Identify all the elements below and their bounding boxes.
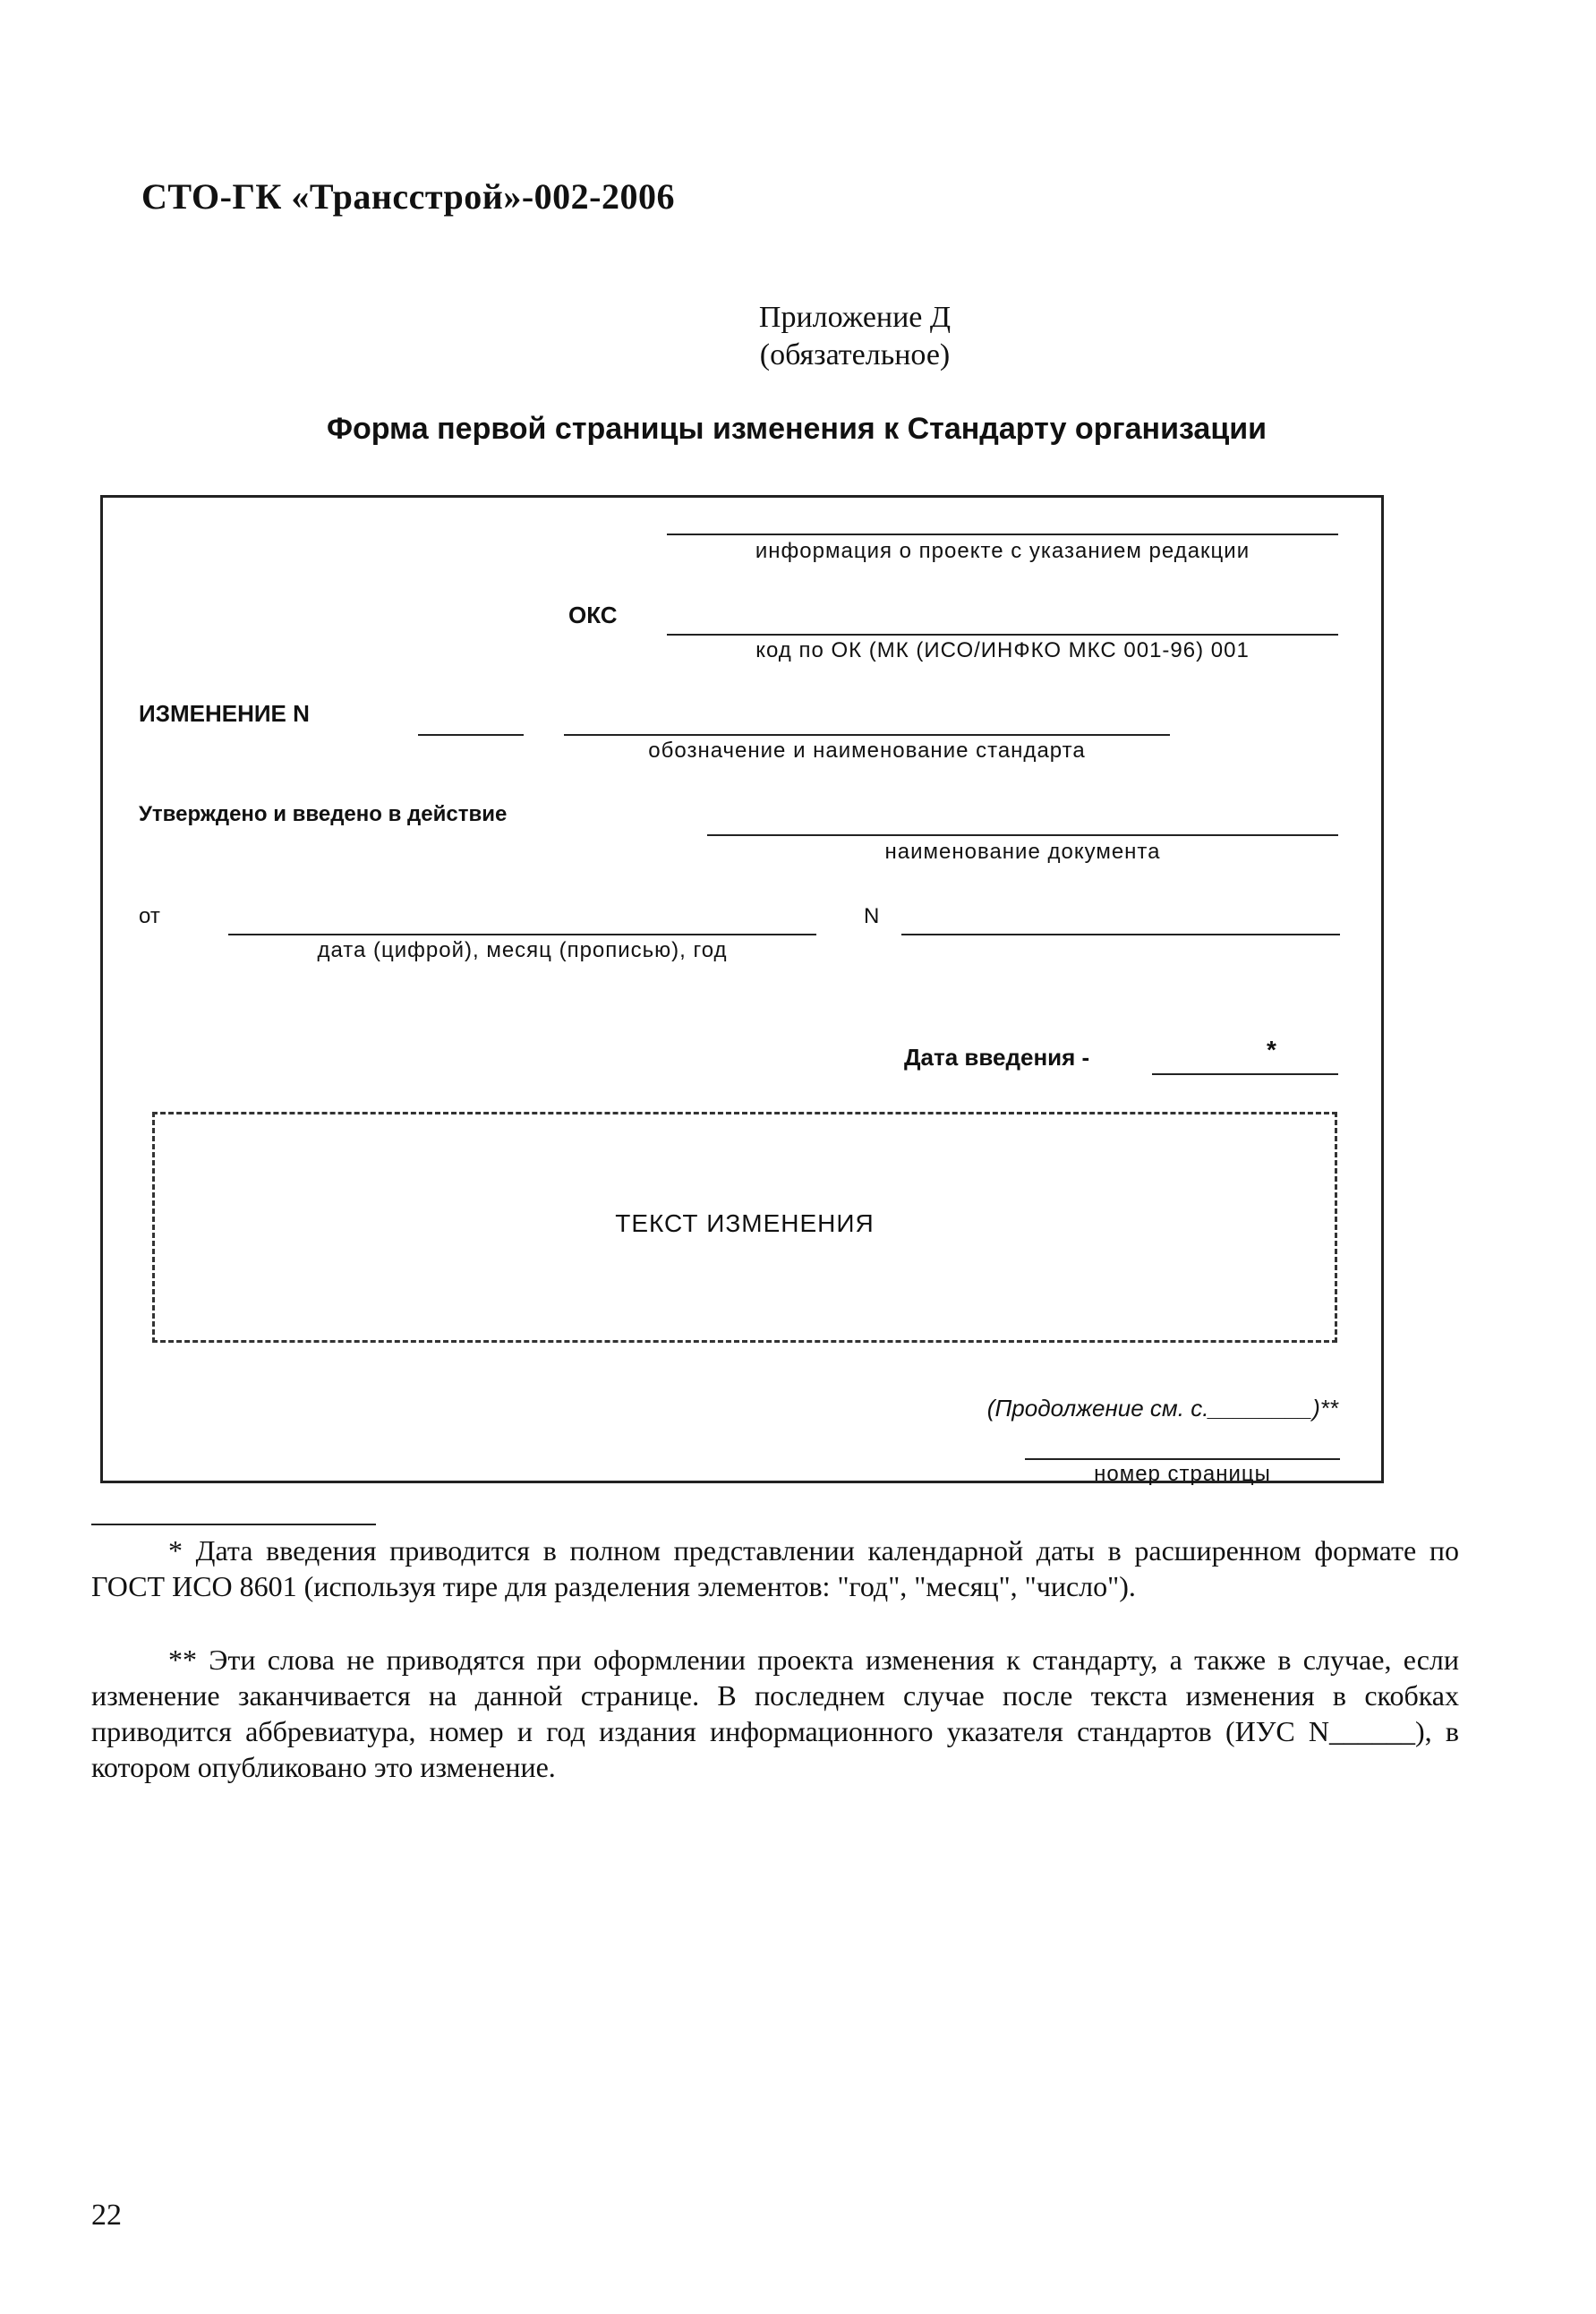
document-number-line (901, 934, 1340, 935)
intro-date-line (1152, 1073, 1338, 1075)
footnote-2-text: ** Эти слова не приводятся при оформлении проекта изменения к стандарту, а также в случае, если изменение заканчивается на данной странице. В последнем случае после текста изменения в скобках приводится аббревиатура, номер и год издания информационного указателя стандартов (ИУС N______), в котором опубликовано это изменение. (91, 1644, 1459, 1783)
approved-label: Утверждено и введено в действие (139, 802, 508, 826)
document-caption: наименование документа (884, 840, 1161, 864)
oks-label: ОКС (568, 602, 618, 628)
date-line (228, 934, 816, 935)
form-title: Форма первой страницы изменения к Стандарту организации (326, 412, 1267, 446)
project-info-line (667, 534, 1338, 535)
page-number-caption: номер страницы (1094, 1462, 1271, 1486)
standard-line (564, 734, 1170, 736)
footnote-1 (91, 1533, 1459, 1604)
change-text-label: ТЕКСТ ИЗМЕНЕНИЯ (615, 1209, 875, 1237)
footnote-2 (91, 1642, 1459, 1785)
intro-date-label: Дата введения - (904, 1044, 1090, 1071)
continued-text: (Продолжение см. с.________)** (986, 1395, 1338, 1422)
date-caption: дата (цифрой), месяц (прописью), год (317, 938, 728, 962)
oks-line (667, 634, 1338, 636)
document-line (707, 834, 1338, 836)
page-number: 22 (91, 2199, 122, 2232)
appendix-status: (обязательное) (759, 338, 951, 371)
change-number-label: ИЗМЕНЕНИЕ N (139, 700, 310, 727)
document-number-label: N (864, 904, 880, 928)
change-number-line (418, 734, 524, 736)
change-text-box (152, 1112, 1337, 1343)
document-code: СТО-ГК «Трансстрой»-002-2006 (141, 176, 675, 217)
footnote-1-text: * Дата введения приводится в полном представлении календарной даты в расширенном формате по ГОСТ ИСО 8601 (используя тире для разделения элементов: "год", "месяц", "число"). (91, 1534, 1459, 1602)
footnote-separator (91, 1524, 376, 1525)
appendix-title: Приложение Д (758, 301, 952, 334)
standard-caption: обозначение и наименование стандарта (648, 739, 1086, 763)
intro-date-asterisk: * (1267, 1036, 1276, 1063)
from-label: от (139, 904, 160, 928)
oks-caption: код по ОК (МК (ИСО/ИНФКО МКС 001-96) 001 (755, 638, 1250, 662)
page-number-line (1025, 1458, 1340, 1460)
project-info-caption: информация о проекте с указанием редакции (755, 539, 1250, 563)
